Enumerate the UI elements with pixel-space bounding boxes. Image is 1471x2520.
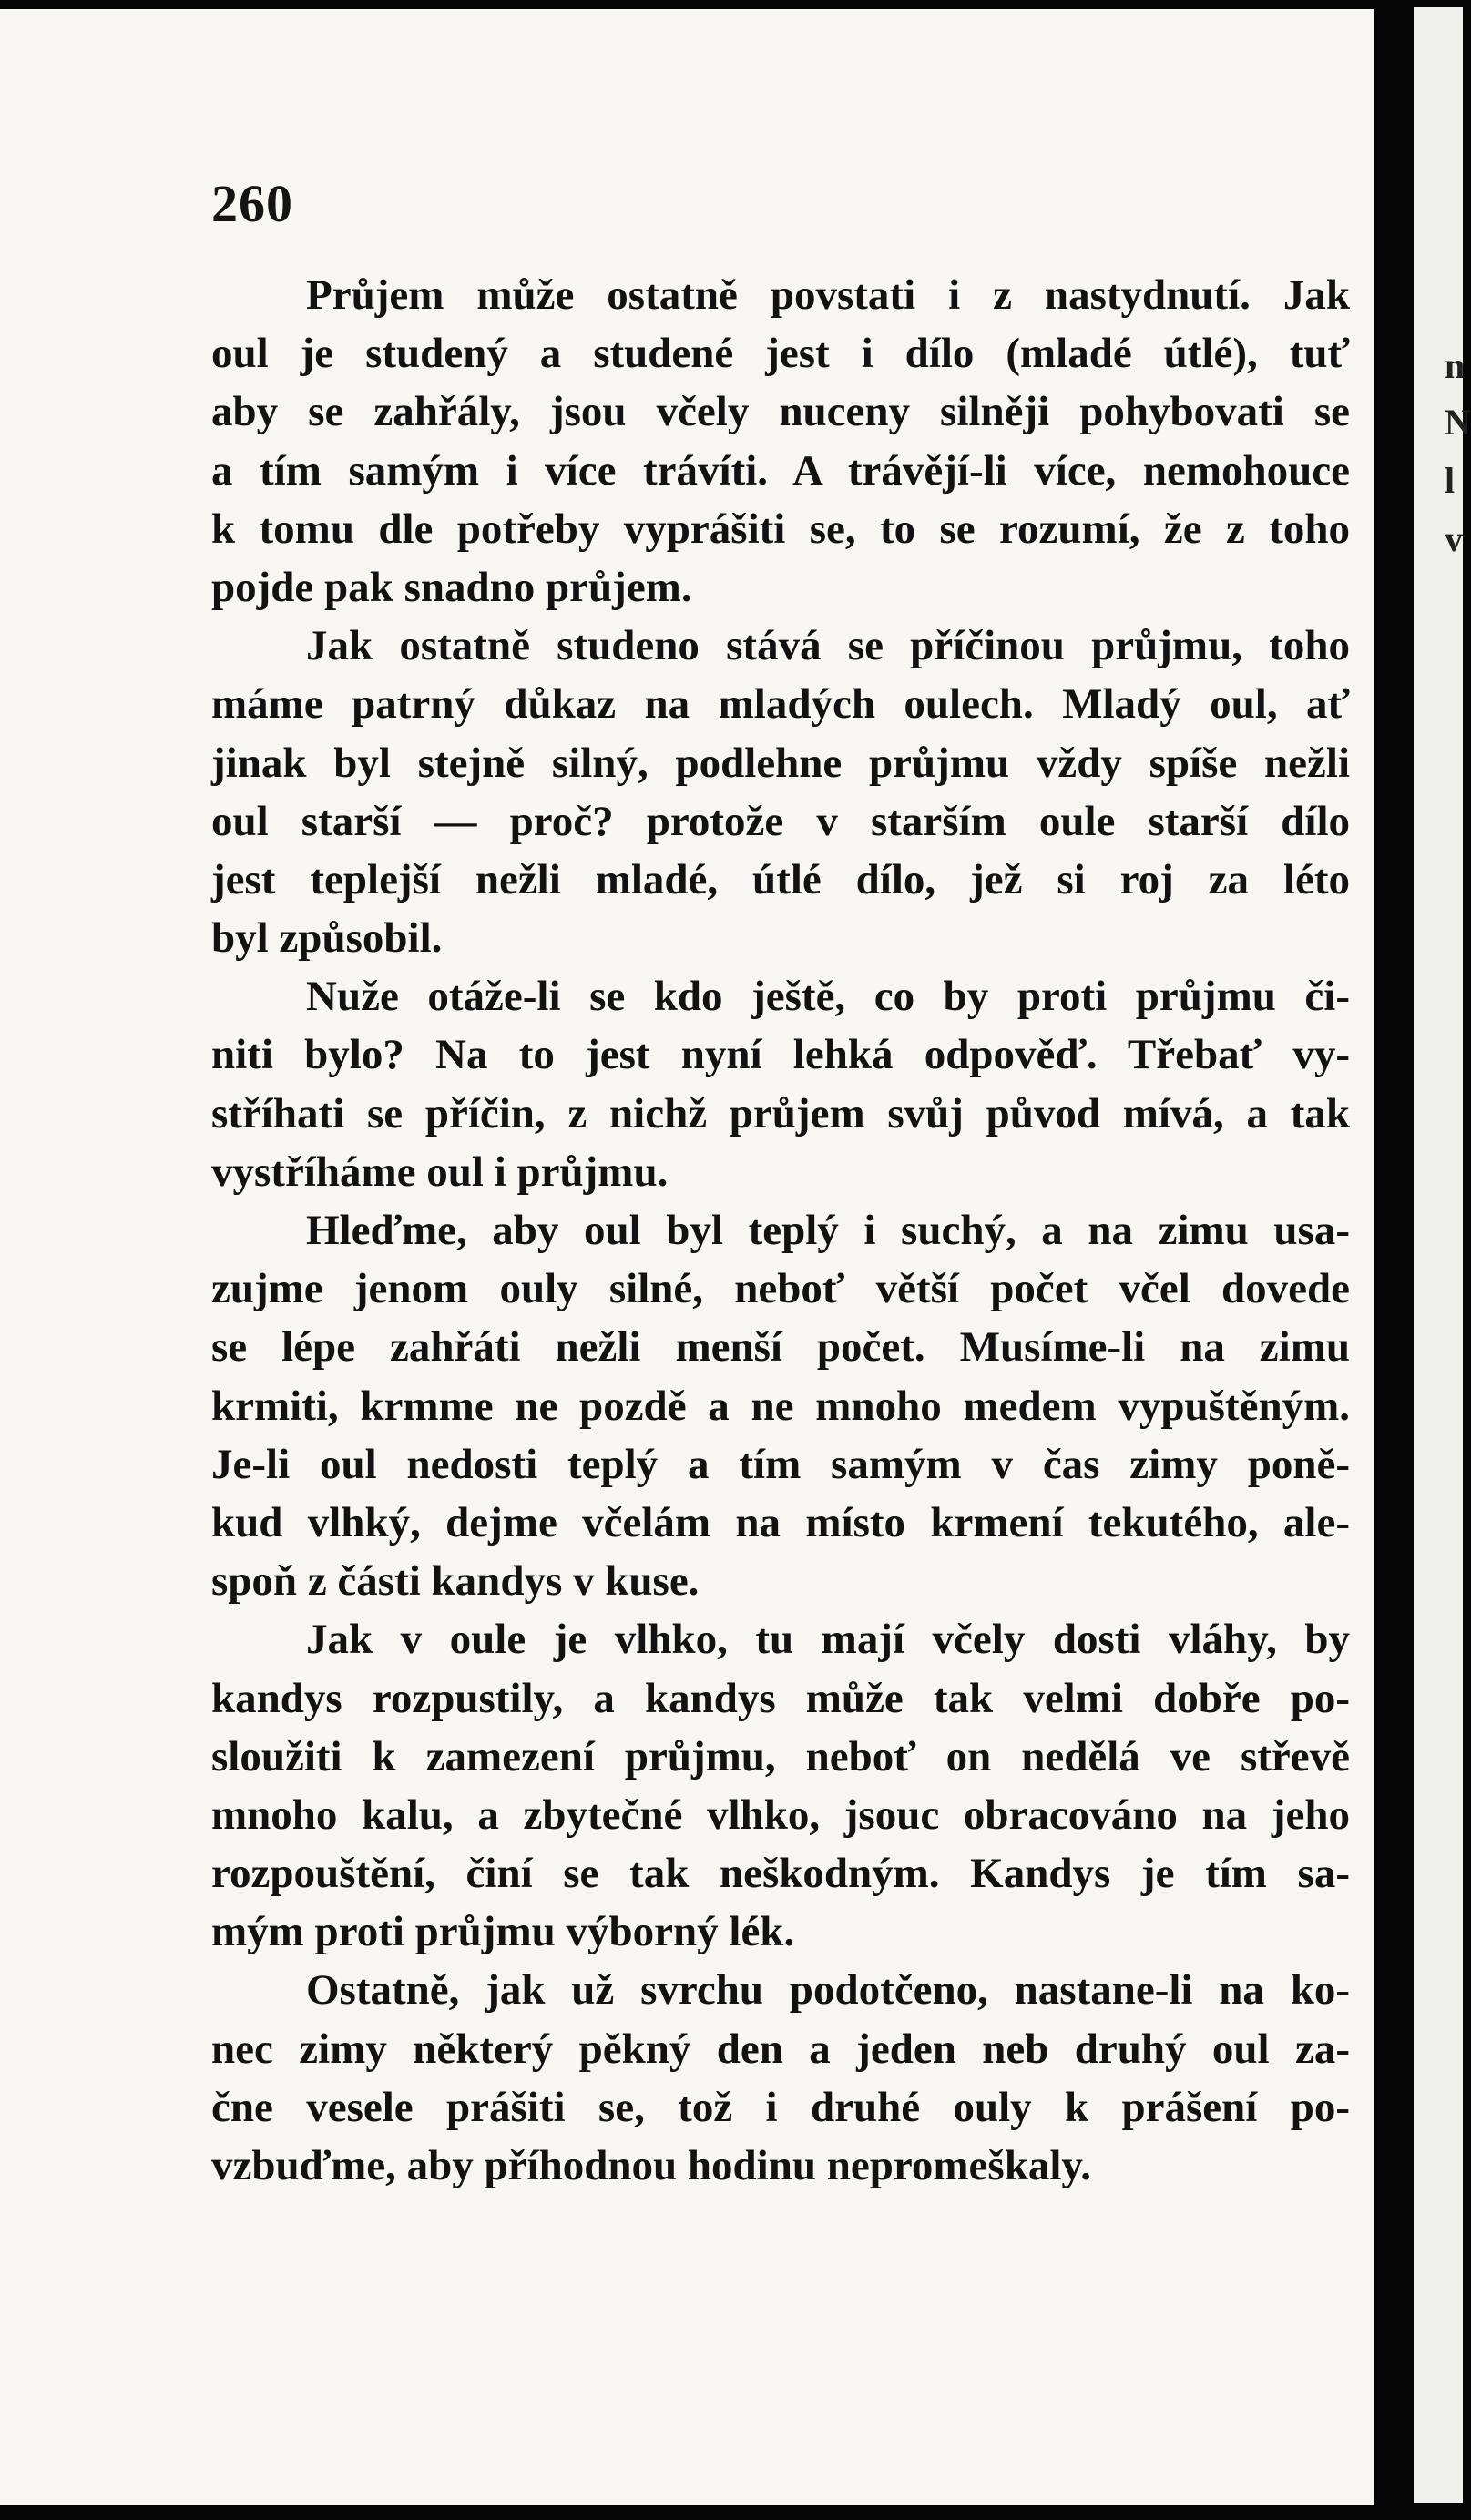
text-line: máme patrný důkaz na mladých oulech. Mladý oul, ať: [211, 680, 1350, 729]
text-line: Nuže otáže-li se kdo ještě, co by proti průjmu či-: [306, 973, 1350, 1021]
text-line: Jak ostatně studeno stává se příčinou průjmu, toho: [306, 622, 1350, 670]
body-text: [211, 266, 1350, 2195]
adjacent-page-fragment: n: [1445, 345, 1466, 386]
text-line: zujme jenom ouly silné, neboť větší počet včel dovede: [211, 1265, 1350, 1313]
text-line: mnoho kalu, a zbytečné vlhko, jsouc obracováno na jeho: [211, 1791, 1350, 1839]
text-line: Ostatně, jak už svrchu podotčeno, nastane-li na ko-: [306, 1966, 1350, 2015]
text-line: Průjem může ostatně povstati i z nastydnutí. Jak: [306, 271, 1350, 319]
text-line: krmiti, krmme ne pozdě a ne mnoho medem vypuštěným.: [211, 1382, 1350, 1430]
text-line: oul je studený a studené jest i dílo (mladé útlé), tuť: [211, 330, 1350, 378]
text-line: se lépe zahřáti nežli menší počet. Musíme-li na zimu: [211, 1323, 1350, 1372]
text-line: Jak v oule je vlhko, tu mají včely dosti vláhy, by: [306, 1616, 1350, 1664]
adjacent-page-fragment: N: [1445, 402, 1471, 443]
text-line: rozpouštění, činí se tak neškodným. Kandys je tím sa-: [211, 1850, 1350, 1898]
text-line: spoň z části kandys v kuse.: [211, 1557, 700, 1606]
text-line: mým proti průjmu výborný lék.: [211, 1908, 795, 1956]
text-line: vzbuďme, aby příhodnou hodinu nepromeškaly.: [211, 2142, 1092, 2189]
text-line: kud vlhký, dejme včelám na místo krmení tekutého, ale-: [211, 1498, 1350, 1546]
text-line: aby se zahřály, jsou včely nuceny silněji pohybovati se: [211, 388, 1350, 436]
text-line: Je-li oul nedosti teplý a tím samým v čas zimy poně-: [211, 1440, 1350, 1488]
text-line: stříhati se příčin, z nichž průjem svůj původ mívá, a tak: [211, 1089, 1350, 1138]
adjacent-page-fragment: v: [1445, 518, 1463, 559]
adjacent-page-fragment: l: [1445, 460, 1456, 501]
text-line: pojde pak snadno průjem.: [211, 563, 692, 611]
text-line: byl způsobil.: [211, 914, 443, 963]
text-line: sloužiti k zamezení průjmu, neboť on nedělá ve střevě: [211, 1732, 1350, 1780]
text-line: oul starší — proč? protože v starším oule starší dílo: [211, 797, 1350, 845]
text-line: nec zimy některý pěkný den a jeden neb druhý oul za-: [211, 2025, 1350, 2073]
adjacent-page-edge: [1414, 7, 1471, 2503]
text-line: Hleďme, aby oul byl teplý i suchý, a na zimu usa-: [306, 1207, 1350, 1254]
text-line: a tím samým i více trávíti. A trávějí-li více, nemohouce: [211, 446, 1350, 495]
book-page: [0, 9, 1374, 2505]
page-number: 260: [211, 174, 293, 233]
text-line: vystříháme oul i průjmu.: [211, 1148, 669, 1196]
text-line: k tomu dle potřeby vyprášiti se, to se rozumí, že z toho: [211, 505, 1350, 553]
text-line: kandys rozpustily, a kandys může tak velmi dobře po-: [211, 1674, 1350, 1722]
text-line: čne vesele prášiti se, tož i druhé ouly k prášení po-: [211, 2083, 1350, 2131]
text-line: jest teplejší nežli mladé, útlé dílo, jež si roj za léto: [211, 855, 1350, 903]
text-line: niti bylo? Na to jest nyní lehká odpověď. Třebať vy-: [211, 1031, 1350, 1079]
text-line: jinak byl stejně silný, podlehne průjmu vždy spíše nežli: [211, 739, 1350, 787]
